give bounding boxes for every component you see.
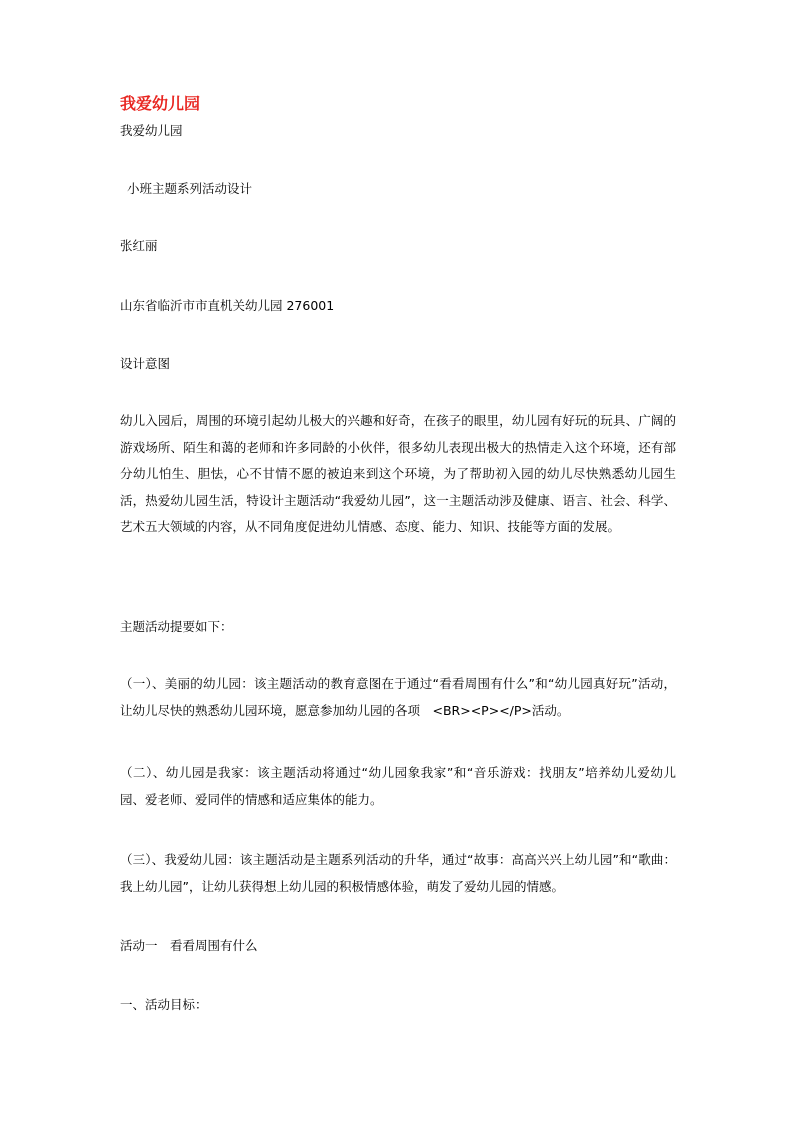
intent-paragraph: 幼儿入园后，周围的环境引起幼儿极大的兴趣和好奇，在孩子的眼里，幼儿园有好玩的玩具、广阔的游戏场所、陌生和蔼的老师和许多同龄的小伙伴，很多幼儿表现出极大的热情走入这个环境，还有部分幼儿怕生、胆怯，心不甘情不愿的被迫来到这个环境，为了帮助初入园的幼儿尽快熟悉幼儿园生活，热爱幼儿园生活，特设计主题活动“我爱幼儿园”，这一主题活动涉及健康、语言、社会、科学、艺术五大领域的内容，从不同角度促进幼儿情感、态度、能力、知识、技能等方面的发展。 — [120, 413, 676, 534]
intent-heading: 设计意图 — [120, 356, 171, 371]
activity-1-heading: 活动一 看看周围有什么 — [120, 938, 258, 953]
author-affiliation: 山东省临沂市市直机关幼儿园 276001 — [120, 298, 335, 313]
outline-item-2: （二）、幼儿园是我家：该主题活动将通过“幼儿园象我家”和“音乐游戏：找朋友”培养幼儿爱幼儿园、爱老师、爱同伴的情感和适应集体的能力。 — [120, 765, 676, 807]
author-name: 张红丽 — [120, 238, 158, 253]
document-subtitle: 我爱幼儿园 — [120, 123, 183, 138]
series-title: 小班主题系列活动设计 — [127, 181, 253, 196]
document-title: 我爱幼儿园 — [120, 94, 201, 113]
outline-item-1: （一）、美丽的幼儿园：该主题活动的教育意图在于通过“看看周围有什么”和“幼儿园真好玩”活动，让幼儿尽快的熟悉幼儿园环境，愿意参加幼儿园的各项 <BR><P></P>活动。 — [120, 676, 676, 718]
goals-heading: 一、活动目标： — [120, 997, 208, 1012]
outline-item-3: （三）、我爱幼儿园：该主题活动是主题系列活动的升华，通过“故事：高高兴兴上幼儿园”和“歌曲：我上幼儿园”，让幼儿获得想上幼儿园的积极情感体验，萌发了爱幼儿园的情感。 — [120, 852, 676, 894]
outline-heading: 主题活动提要如下： — [120, 619, 233, 634]
